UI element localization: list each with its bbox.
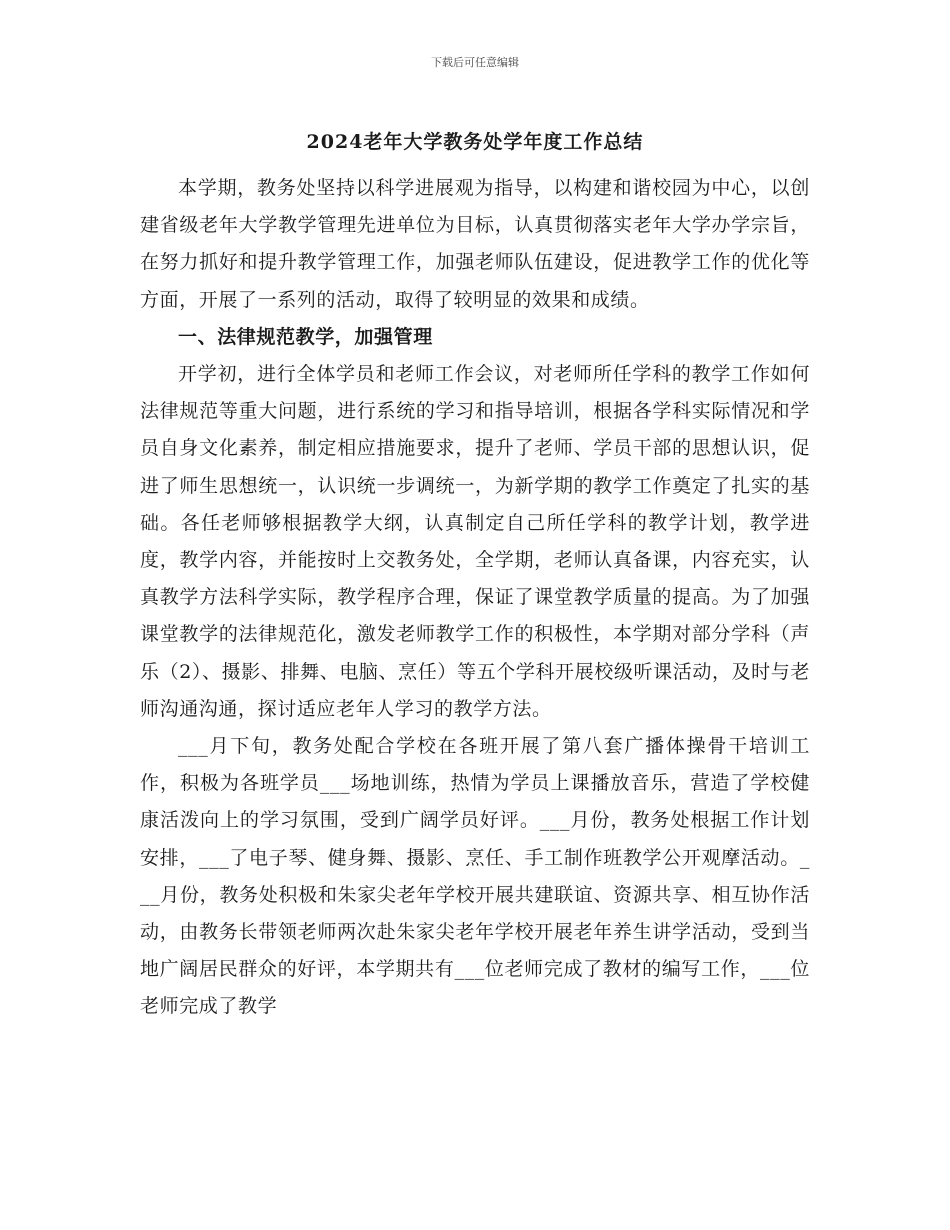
document-title: 2024老年大学教务处学年度工作总结 [306, 131, 644, 153]
paragraph-section-1: 开学初，进行全体学员和老师工作会议，对老师所任学科的教学工作如何法律规范等重大问题，进行系统的学习和指导培训，根据各学科实际情况和学员自身文化素养，制定相应措施要求，提升了老师、学员干部的思想认识，促进了师生思想统一，认识统一步调统一，为新学期的教学工作奠定了扎实的基础。各任老师够根据教学大纲，认真制定自己所任学科的教学计划，教学进度，教学内容，并能按时上交教务处，全学期，老师认真备课，内容充实，认真教学方法科学实际，教学程序合理，保证了课堂教学质量的提高。为了加强课堂教学的法律规范化，激发老师教学工作的积极性，本学期对部分学科（声乐（2）、摄影、排舞、电脑、烹任）等五个学科开展校级听课活动，及时与老师沟通沟通，探讨适应老年人学习的教学方法。 [140, 363, 810, 720]
header-note: 下载后可任意编辑 [431, 56, 519, 69]
section-heading-1: 一、法律规范教学，加强管理 [178, 325, 433, 348]
paragraph-intro: 本学期，教务处坚持以科学进展观为指导，以构建和谐校园为中心，以创建省级老年大学教学管理先进单位为目标，认真贯彻落实老年大学办学宗旨，在努力抓好和提升教学管理工作，加强老师队伍建设，促进教学工作的优化等方面，开展了一系列的活动，取得了较明显的效果和成绩。 [140, 177, 810, 311]
paragraph-activities: ___月下旬，教务处配合学校在各班开展了第八套广播体操骨干培训工作，积极为各班学员___场地训练，热情为学员上课播放音乐，营造了学校健康活泼向上的学习氛围，受到广阔学员好评。___月份，教务处根据工作计划安排，___了电子琴、健身舞、摄影、烹任、手工制作班教学公开观摩活动。___月份，教务处积极和朱家尖老年学校开展共建联谊、资源共享、相互协作活动，由教务长带领老师两次赴朱家尖老年学校开展老年养生讲学活动，受到当地广阔居民群众的好评，本学期共有___位老师完成了教材的编写工作，___位老师完成了教学 [140, 735, 810, 1018]
document-body [140, 170, 810, 1026]
